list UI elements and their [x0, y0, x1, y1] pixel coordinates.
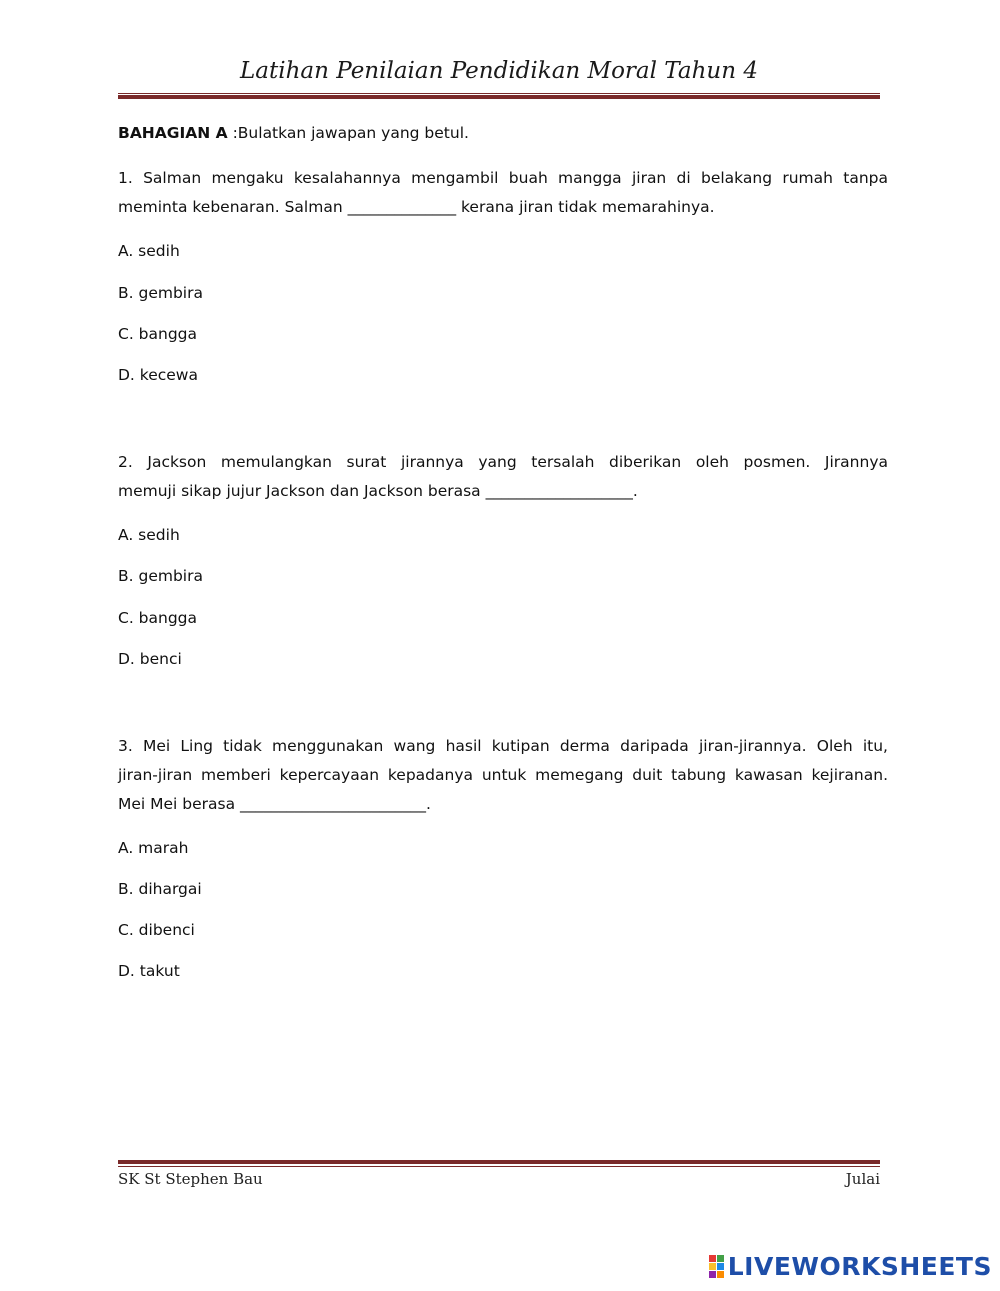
footer-school: SK St Stephen Bau — [118, 1170, 263, 1188]
section-label: BAHAGIAN A — [118, 124, 228, 142]
header-rule-thin — [118, 93, 880, 94]
question-line: meminta kebenaran. Salman ______________ kerana jiran tidak memarahinya. — [118, 198, 715, 216]
question-2-text — [118, 448, 888, 506]
question-2-option-d[interactable]: D. benci — [118, 650, 182, 668]
footer-month: Julai — [845, 1170, 880, 1188]
section-instruction: :Bulatkan jawapan yang betul. — [232, 124, 469, 142]
question-3-text — [118, 732, 888, 819]
question-1-text — [118, 164, 888, 222]
question-3-option-a[interactable]: A. marah — [118, 839, 189, 857]
question-2-option-b[interactable]: B. gembira — [118, 567, 203, 585]
question-1-option-a[interactable]: A. sedih — [118, 242, 180, 260]
question-3-option-d[interactable]: D. takut — [118, 962, 180, 980]
brand-name: LIVEWORKSHEETS — [727, 1252, 992, 1281]
logo-block — [709, 1271, 716, 1278]
footer-rule-thin — [118, 1166, 880, 1167]
question-line: memuji sikap jujur Jackson dan Jackson berasa ___________________. — [118, 482, 638, 500]
header-rule-thick — [118, 95, 880, 99]
logo-block — [717, 1255, 724, 1262]
question-1-option-b[interactable]: B. gembira — [118, 284, 203, 302]
question-2-option-a[interactable]: A. sedih — [118, 526, 180, 544]
question-line: 3. Mei Ling tidak menggunakan wang hasil kutipan derma daripada jiran-jirannya. Oleh itu, — [118, 737, 888, 755]
liveworksheets-logo — [709, 1252, 992, 1281]
question-line: jiran-jiran memberi kepercayaan kepadanya untuk memegang duit tabung kawasan kejiranan. — [118, 766, 888, 784]
section-heading — [118, 124, 469, 142]
question-line: 1. Salman mengaku kesalahannya mengambil buah mangga jiran di belakang rumah tanpa — [118, 169, 888, 187]
logo-block — [717, 1271, 724, 1278]
question-line: Mei Mei berasa ________________________. — [118, 795, 431, 813]
question-3-option-c[interactable]: C. dibenci — [118, 921, 195, 939]
question-1-option-c[interactable]: C. bangga — [118, 325, 198, 343]
question-3-option-b[interactable]: B. dihargai — [118, 880, 202, 898]
question-2-option-c[interactable]: C. bangga — [118, 609, 198, 627]
footer-rule-thick — [118, 1160, 880, 1164]
question-1-option-d[interactable]: D. kecewa — [118, 366, 198, 384]
logo-block — [717, 1263, 724, 1270]
page-title: Latihan Penilaian Pendidikan Moral Tahun 4 — [240, 58, 758, 84]
logo-block — [709, 1255, 716, 1262]
logo-blocks-icon — [709, 1255, 724, 1278]
logo-block — [709, 1263, 716, 1270]
question-line: 2. Jackson memulangkan surat jirannya yang tersalah diberikan oleh posmen. Jirannya — [118, 453, 888, 471]
